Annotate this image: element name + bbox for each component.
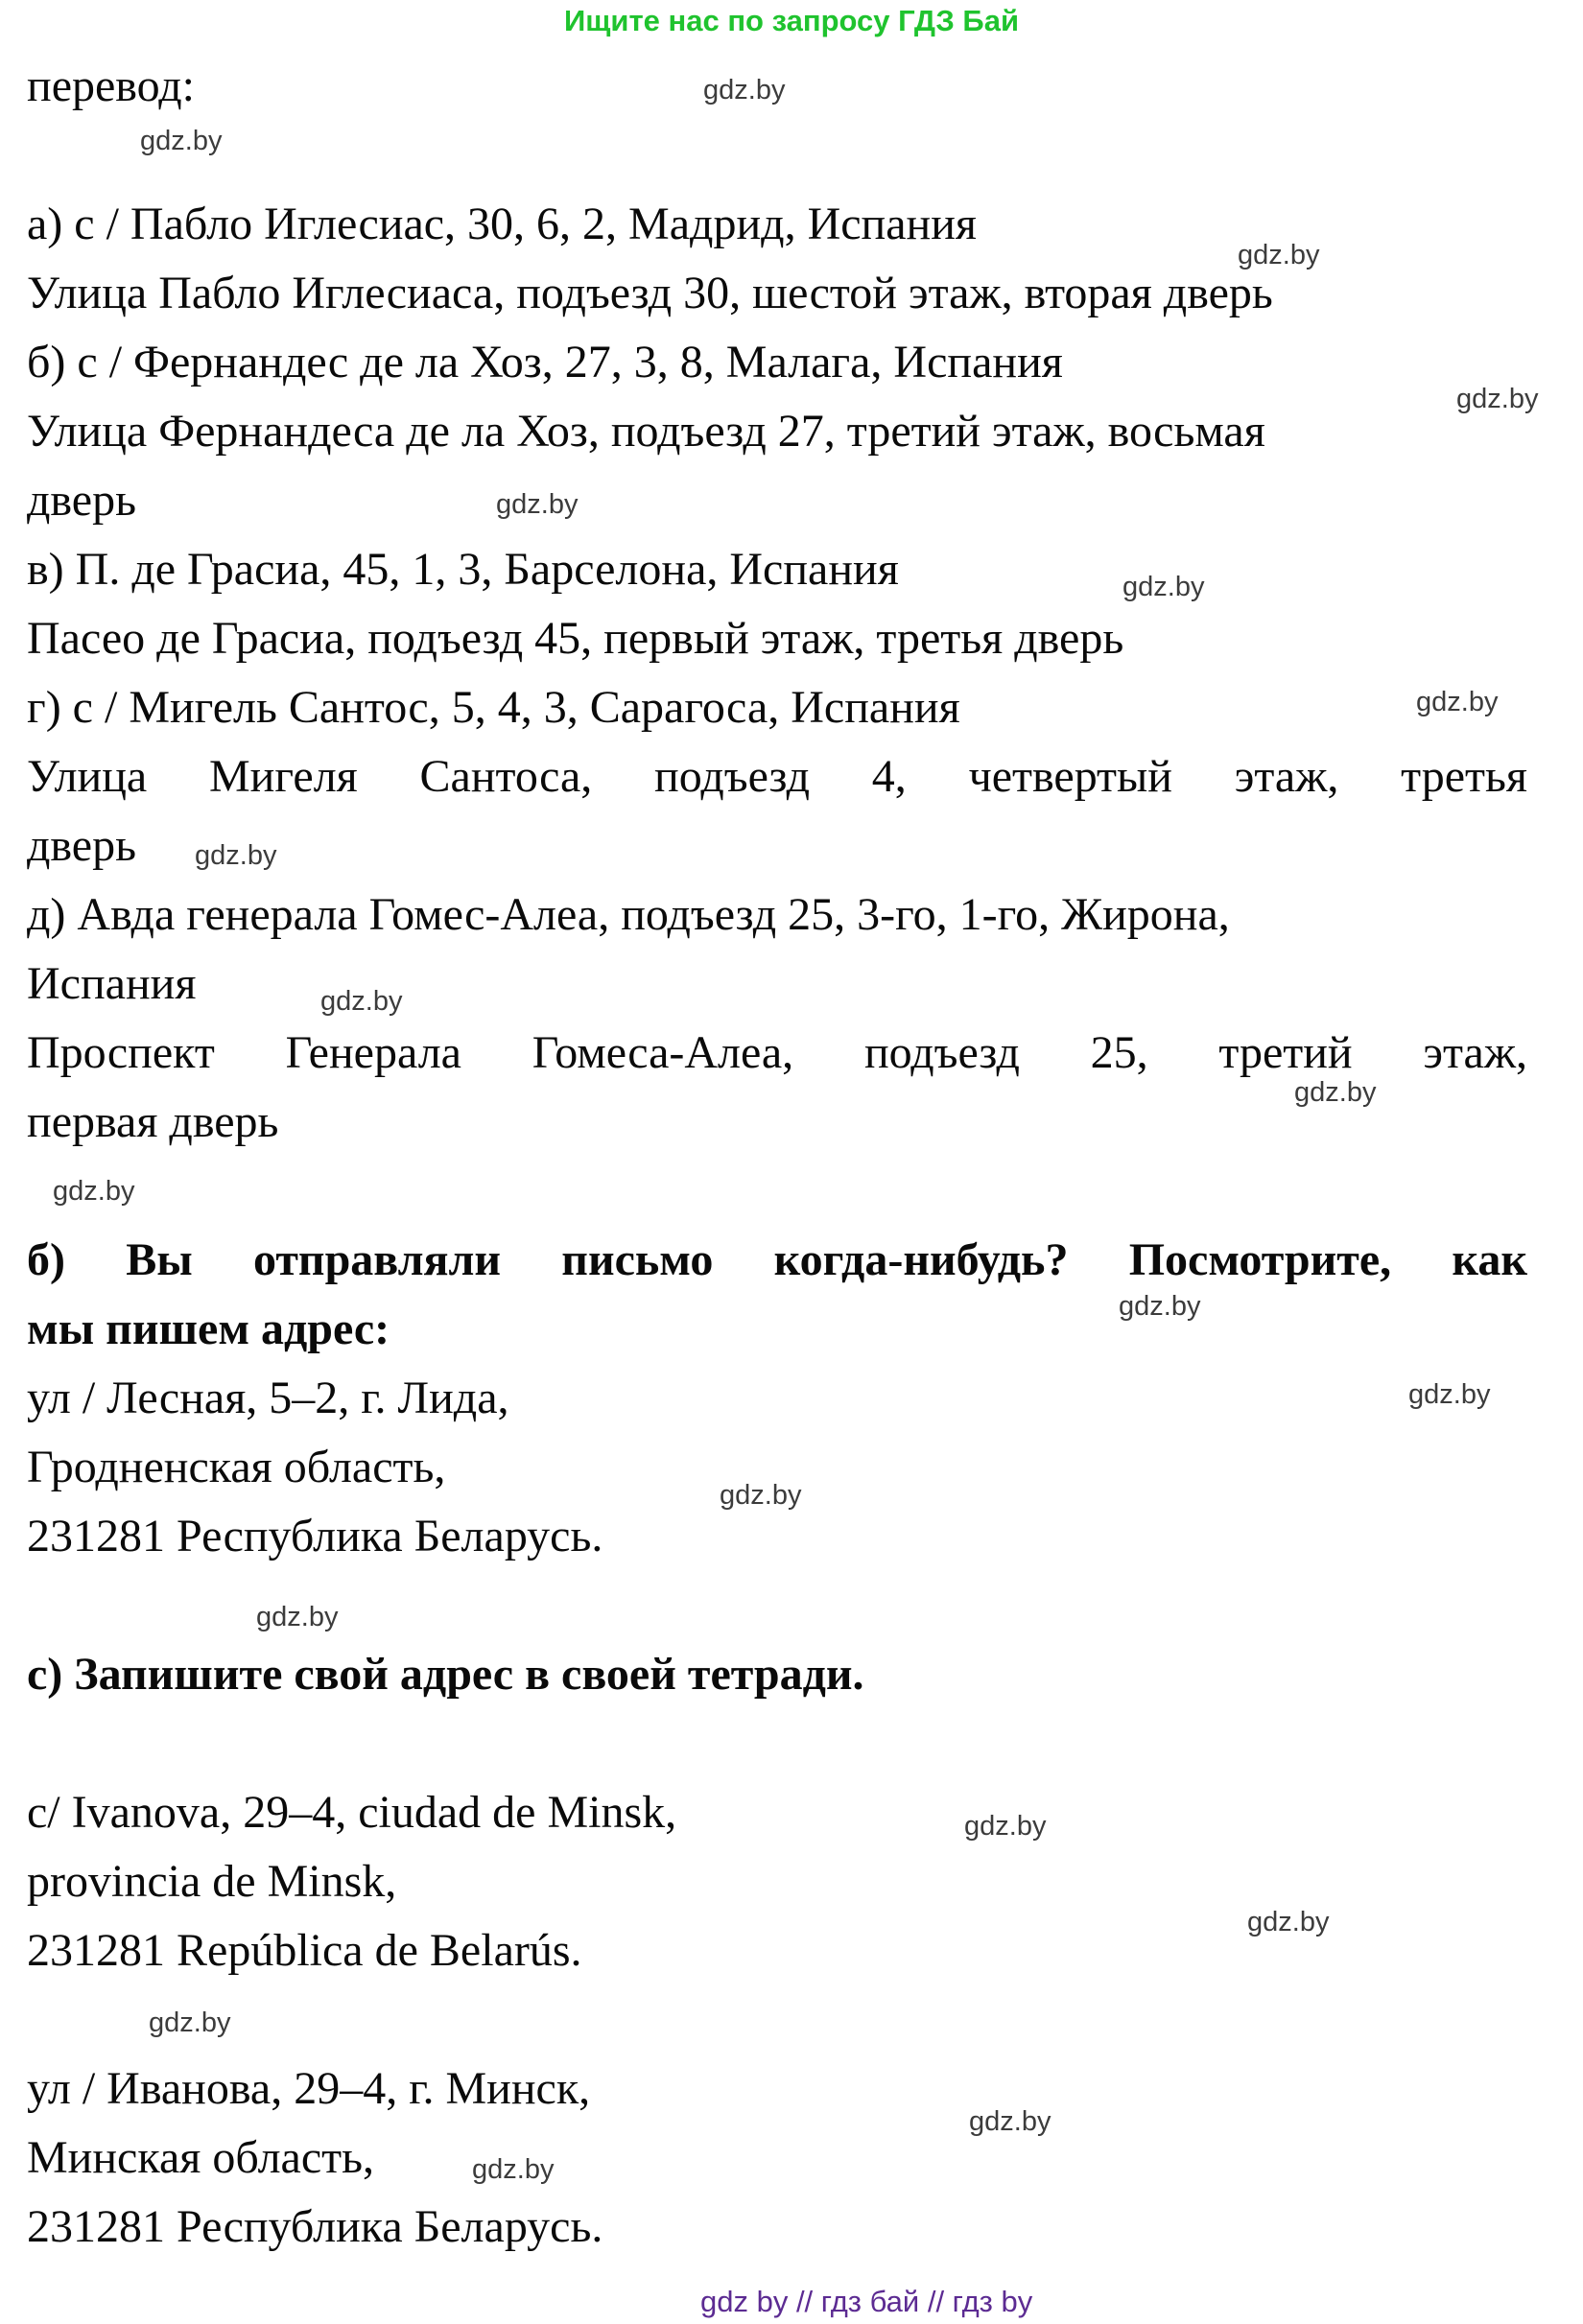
text-line-address-d2: Испания <box>27 958 197 1009</box>
text-line-address-v: в) П. де Грасиа, 45, 1, 3, Барселона, Испания <box>27 544 899 595</box>
gdz-watermark: gdz.by <box>1119 1291 1201 1322</box>
text-line-address-b: б) с / Фернандес де ла Хоз, 27, 3, 8, Малага, Испания <box>27 337 1063 387</box>
text-line-translation-b: Улица Фернандеса де ла Хоз, подъезд 27, третий этаж, восьмая <box>27 406 1265 457</box>
text-line-grodno-region: Гродненская область, <box>27 1442 446 1492</box>
gdz-watermark: gdz.by <box>140 126 223 156</box>
task-c-heading: с) Запишите свой адрес в своей тетради. <box>27 1649 864 1700</box>
gdz-watermark: gdz.by <box>53 1176 135 1207</box>
promo-footer: gdz by // гдз бай // гдз by <box>700 2285 1033 2318</box>
gdz-watermark: gdz.by <box>149 2007 231 2038</box>
text-line-translation-d2: первая дверь <box>27 1096 279 1147</box>
text-line-address-d: д) Авда генерала Гомес-Алеа, подъезд 25, 3-го, 1-го, Жирона, <box>27 889 1230 940</box>
text-line-ivanova-es: c/ Ivanova, 29–4, ciudad de Minsk, <box>27 1787 677 1838</box>
text-line-lesnaya: ул / Лесная, 5–2, г. Лида, <box>27 1373 509 1423</box>
text-line-translation-d: Проспект Генерала Гомеса-Алеа, подъезд 25, третий этаж, <box>27 1027 1527 1078</box>
text-line-translation-g2: дверь <box>27 820 136 871</box>
gdz-watermark: gdz.by <box>720 1480 802 1511</box>
text-line-postcode-ru: 231281 Республика Беларусь. <box>27 2201 603 2252</box>
text-line-translation-a: Улица Пабло Иглесиаса, подъезд 30, шестой этаж, вторая дверь <box>27 268 1273 318</box>
text-line-address-g: г) с / Мигель Сантос, 5, 4, 3, Сарагоса, Испания <box>27 682 960 733</box>
promo-header: Ищите нас по запросу ГДЗ Бай <box>563 4 1020 37</box>
gdz-watermark: gdz.by <box>1456 384 1539 414</box>
gdz-watermark: gdz.by <box>1238 240 1320 270</box>
gdz-watermark: gdz.by <box>496 489 579 520</box>
text-line-perevod: перевод: <box>27 60 196 111</box>
gdz-watermark: gdz.by <box>964 1811 1047 1842</box>
gdz-watermark: gdz.by <box>256 1602 339 1632</box>
task-b-heading: б) Вы отправляли письмо когда-нибудь? Посмотрите, как <box>27 1234 1527 1285</box>
text-line-postcode-es: 231281 República de Belarús. <box>27 1925 582 1976</box>
text-line-translation-g: Улица Мигеля Сантоса, подъезд 4, четвертый этаж, третья <box>27 751 1527 802</box>
gdz-watermark: gdz.by <box>472 2154 555 2185</box>
text-line-minsk-region: Минская область, <box>27 2132 374 2183</box>
gdz-watermark: gdz.by <box>1408 1379 1491 1410</box>
gdz-watermark: gdz.by <box>1247 1907 1330 1937</box>
task-b-heading-2: мы пишем адрес: <box>27 1303 390 1354</box>
text-line-postcode-lida: 231281 Республика Беларусь. <box>27 1511 603 1561</box>
gdz-watermark: gdz.by <box>320 986 403 1017</box>
text-line-provincia: provincia de Minsk, <box>27 1856 397 1907</box>
gdz-watermark: gdz.by <box>195 840 277 871</box>
text-line-address-a: а) с / Пабло Иглесиас, 30, 6, 2, Мадрид, Испания <box>27 199 977 249</box>
gdz-watermark: gdz.by <box>1122 572 1205 602</box>
text-line-translation-b2: дверь <box>27 475 136 526</box>
gdz-watermark: gdz.by <box>703 75 786 106</box>
gdz-watermark: gdz.by <box>1294 1077 1377 1108</box>
text-line-translation-v: Пасео де Грасиа, подъезд 45, первый этаж, третья дверь <box>27 613 1124 664</box>
text-line-ivanova-ru: ул / Иванова, 29–4, г. Минск, <box>27 2063 591 2114</box>
gdz-watermark: gdz.by <box>969 2106 1051 2137</box>
gdz-watermark: gdz.by <box>1416 687 1499 717</box>
